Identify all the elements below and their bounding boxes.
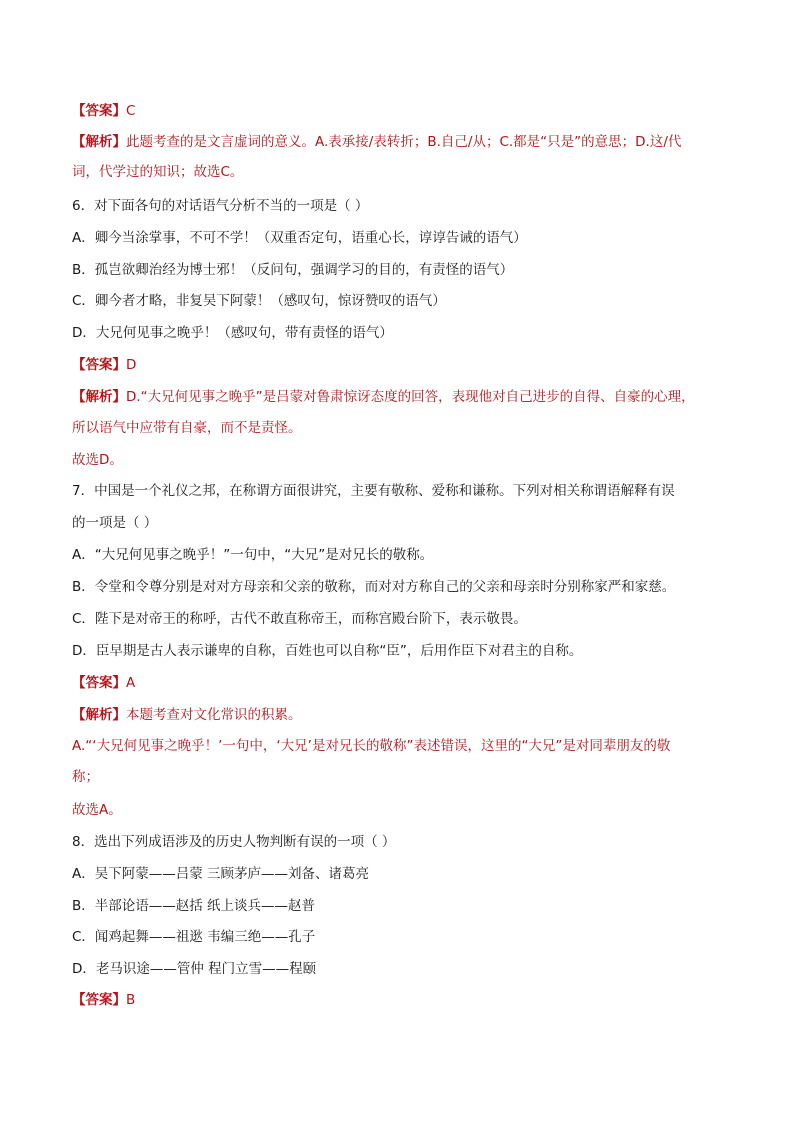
answer-value: D bbox=[126, 357, 137, 373]
question-7-option-d: D．臣早期是古人表示谦卑的自称，百姓也可以自称“臣”，后用作臣下对君主的自称。 bbox=[72, 643, 583, 659]
question-7-option-a: A．“大兄何见事之晚乎！”一句中，“大兄”是对兄长的敬称。 bbox=[72, 547, 434, 563]
question-6-option-a: A．卿今当涂掌事，不可不学！（双重否定句，语重心长，谆谆告诫的语气） bbox=[72, 230, 527, 246]
analysis-tag: 【解析】 bbox=[72, 134, 126, 150]
question-6-stem: 6．对下面各句的对话语气分析不当的一项是（ ） bbox=[72, 198, 369, 214]
answer-line bbox=[72, 990, 732, 1010]
answer-value: C bbox=[126, 103, 136, 119]
analysis-line bbox=[72, 387, 732, 407]
answer-tag: 【答案】 bbox=[72, 992, 126, 1008]
question-6-option-b: B．孤岂欲卿治经为博士邪！（反问句，强调学习的目的，有责怪的语气） bbox=[72, 262, 514, 278]
analysis-text-cont: 词，代学过的知识；故选C。 bbox=[72, 164, 244, 180]
analysis-conclusion: 故选D。 bbox=[72, 452, 123, 468]
question-8-stem: 8．选出下列成语涉及的历史人物判断有误的一项（ ） bbox=[72, 834, 396, 850]
analysis-line bbox=[72, 132, 732, 152]
question-8-option-a: A．吴下阿蒙——吕蒙 三顾茅庐——刘备、诸葛亮 bbox=[72, 866, 370, 882]
analysis-text: D.“大兄何见事之晚乎”是吕蒙对鲁肃惊讶态度的回答，表现他对自己进步的自得、自豪的心理， bbox=[126, 389, 695, 405]
question-8-option-b: B．半部论语——赵括 纸上谈兵——赵普 bbox=[72, 898, 316, 914]
question-8-option-c: C．闻鸡起舞——祖逖 韦编三绝——孔子 bbox=[72, 929, 316, 945]
question-7-stem: 7．中国是一个礼仪之邦，在称谓方面很讲究，主要有敬称、爱称和谦称。下列对相关称谓语解释有误 bbox=[72, 483, 675, 499]
answer-value: A bbox=[126, 675, 136, 691]
analysis-tag: 【解析】 bbox=[72, 707, 126, 723]
question-6-option-c: C．卿今者才略，非复吴下阿蒙！（感叹句，惊讶赞叹的语气） bbox=[72, 293, 446, 309]
answer-line bbox=[72, 101, 732, 121]
answer-line bbox=[72, 355, 732, 375]
answer-value: B bbox=[126, 992, 136, 1008]
answer-tag: 【答案】 bbox=[72, 357, 126, 373]
analysis-text: 本题考查对文化常识的积累。 bbox=[126, 707, 302, 723]
analysis-tag: 【解析】 bbox=[72, 389, 126, 405]
analysis-text: 此题考查的是文言虚词的意义。A.表承接/表转折；B.自己/从；C.都是“只是”的意思；D.这/代 bbox=[126, 134, 682, 150]
analysis-text-cont: 所以语气中应带有自豪，而不是责怪。 bbox=[72, 420, 302, 436]
answer-tag: 【答案】 bbox=[72, 103, 126, 119]
analysis-detail-cont: 称； bbox=[72, 769, 99, 785]
analysis-line bbox=[72, 705, 732, 725]
question-7-option-c: C．陛下是对帝王的称呼，古代不敢直称帝王，而称宫殿台阶下，表示敬畏。 bbox=[72, 611, 527, 627]
answer-line bbox=[72, 673, 732, 693]
question-8-option-d: D．老马识途——管仲 程门立雪——程颐 bbox=[72, 961, 317, 977]
question-7-stem-cont: 的一项是（ ） bbox=[72, 515, 158, 531]
analysis-conclusion: 故选A。 bbox=[72, 802, 122, 818]
analysis-detail: A.“‘大兄何见事之晚乎！’一句中，‘大兄’是对兄长的敬称”表述错误，这里的“大兄”是对同辈朋友的敬 bbox=[72, 738, 671, 754]
question-7-option-b: B．令堂和令尊分别是对对方母亲和父亲的敬称，而对对方称自己的父亲和母亲时分别称家严和家慈。 bbox=[72, 579, 676, 595]
question-6-option-d: D．大兄何见事之晚乎！（感叹句，带有责怪的语气） bbox=[72, 325, 393, 341]
answer-tag: 【答案】 bbox=[72, 675, 126, 691]
